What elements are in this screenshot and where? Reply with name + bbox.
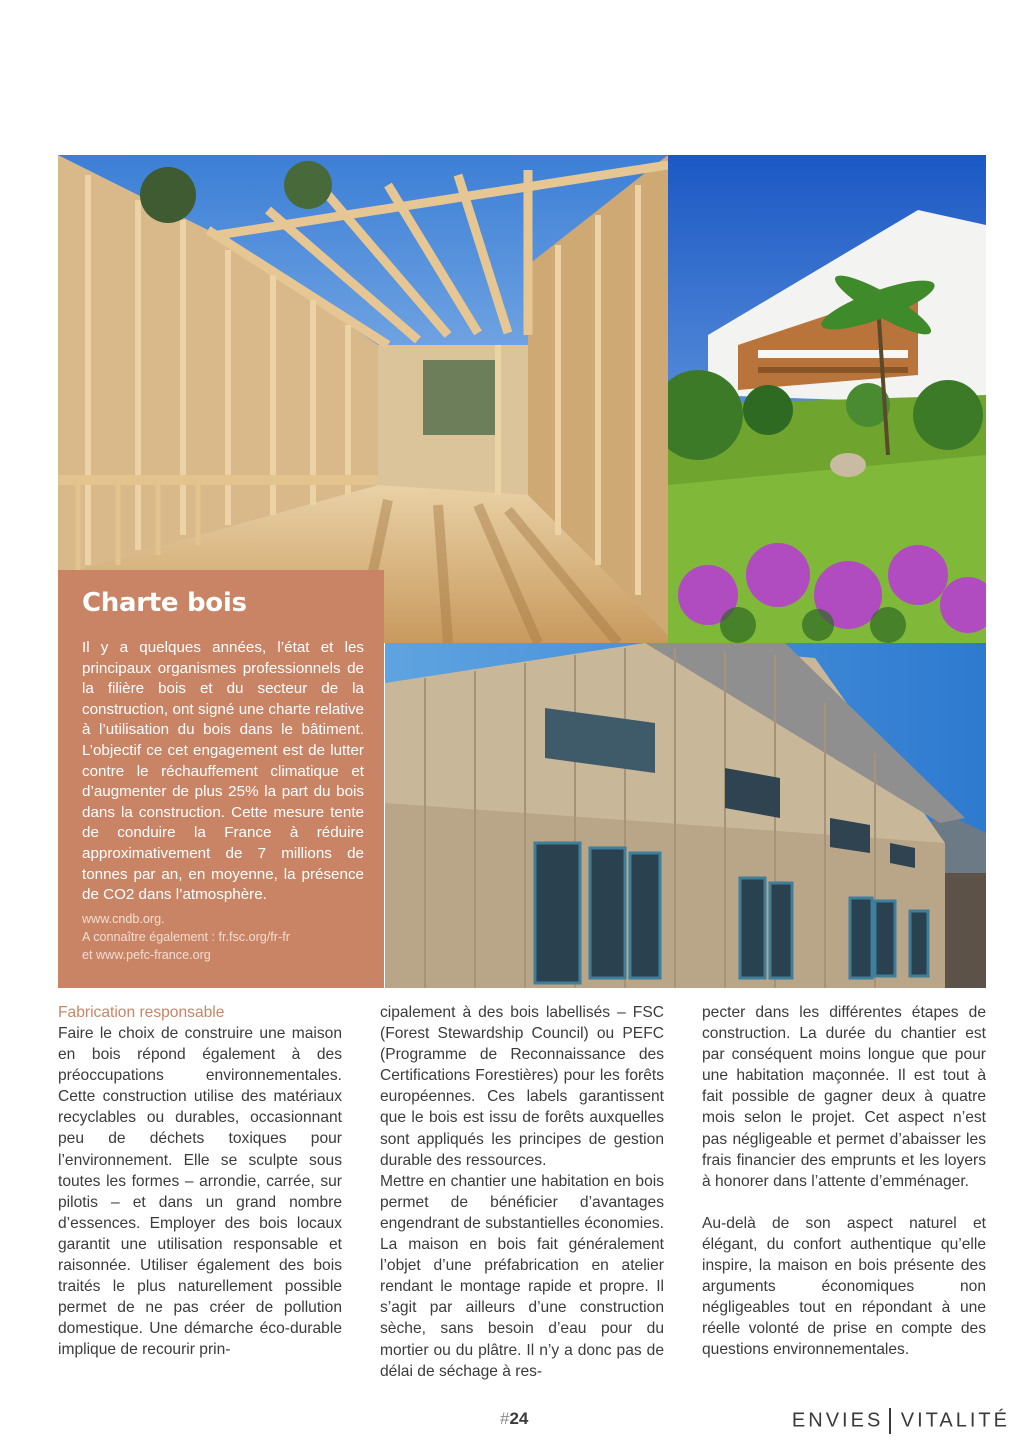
brand-separator	[889, 1408, 891, 1434]
reference-pefc-link[interactable]: et www.pefc-france.org	[82, 947, 211, 962]
wooden-chalet-photo	[385, 643, 986, 988]
brand-envies: ENVIES	[791, 1409, 884, 1432]
reference-fsc-link[interactable]: A connaître également : fr.fsc.org/fr-fr	[82, 929, 290, 944]
sidebar-title: Charte bois	[82, 588, 247, 618]
column-3-paragraph-2: Au-delà de son aspect naturel et élégant, du confort authentique qu’elle inspire, la maison en bois présente des arguments économiques non négligeables tout en répondant à une réelle volonté de prise en compte des questions environnementales.	[702, 1214, 986, 1359]
page-number-value: 24	[509, 1409, 529, 1428]
sidebar-body: Il y a quelques années, l’état et les principaux organismes professionnels de la filière bois et du secteur de la construction, ont signé une charte relative à l’utilisation du bois dans le bâtiment. L’objectif ce cet engagement est de lutter contre le réchauffement climatique et d’augmenter de plus 25% la part du bois dans la construction. Cette mesure tente de conduire la France à réduire approximativement de 7 millions de tonnes par an, en moyenne, la présence de CO2 dans l’atmosphère.	[82, 639, 364, 904]
sidebar-references	[82, 910, 364, 964]
modern-villa-photo	[668, 155, 986, 643]
page-number	[500, 1409, 528, 1429]
reference-cndb-link[interactable]: www.cndb.org.	[82, 911, 165, 926]
charte-bois-sidebar	[58, 570, 384, 988]
column-3-paragraph-1: pecter dans les différentes étapes de construction. La durée du chantier est par conséquent moins longue que pour une habitation maçonnée. Il est tout à fait possible de gagner deux à quatre mois selon le projet. Cet aspect n’est pas négligeable et permet d’abaisser les frais financier des emprunts et les loyers à honorer dans l’attente d’emménager.	[702, 1004, 986, 1190]
brand-vitalite: VITALITÉ	[900, 1409, 1010, 1432]
article-column-2	[380, 1002, 664, 1382]
section-subhead: Fabrication responsable	[58, 1004, 225, 1021]
magazine-brand	[792, 1408, 1010, 1434]
article-column-1	[58, 1002, 342, 1361]
page-hash: #	[500, 1409, 510, 1428]
column-2-paragraph-2: Mettre en chantier une habitation en bois permet de bénéficier d’avantages engendrant de substantielles économies. La maison en bois fait généralement l’objet d’une préfabrication en atelier rendant le montage rapide et propre. Il s’agit par ailleurs d’une construction sèche, sans besoin d’eau pour du mortier ou du plâtre. Il n’y a donc pas de délai de séchage à res-	[380, 1172, 664, 1380]
column-2-paragraph-1: cipalement à des bois labellisés – FSC (Forest Stewardship Council) ou PEFC (Programme de Reconnaissance des Certifications Forestières) pour les forêts européennes. Ces labels garantissent que le bois est issu de forêts auxquelles sont appliqués les principes de gestion durable des ressources.	[380, 1004, 664, 1169]
article-column-3	[702, 1002, 986, 1361]
column-1-paragraph: Faire le choix de construire une maison en bois répond également à des préoccupations environnementales. Cette construction utilise des matériaux recyclables ou durables, occasionnant peu de déchets toxiques pour l’environnement. Elle se sculpte sous toutes les formes – arrondie, carrée, sur pilotis – et dans un grand nombre d’essences. Employer des bois locaux garantit une utilisation responsable et raisonnée. Utiliser également des bois traités le plus naturellement possible permet de ne pas créer de pollution domestique. Une démarche éco-durable implique de recourir prin-	[58, 1025, 342, 1359]
